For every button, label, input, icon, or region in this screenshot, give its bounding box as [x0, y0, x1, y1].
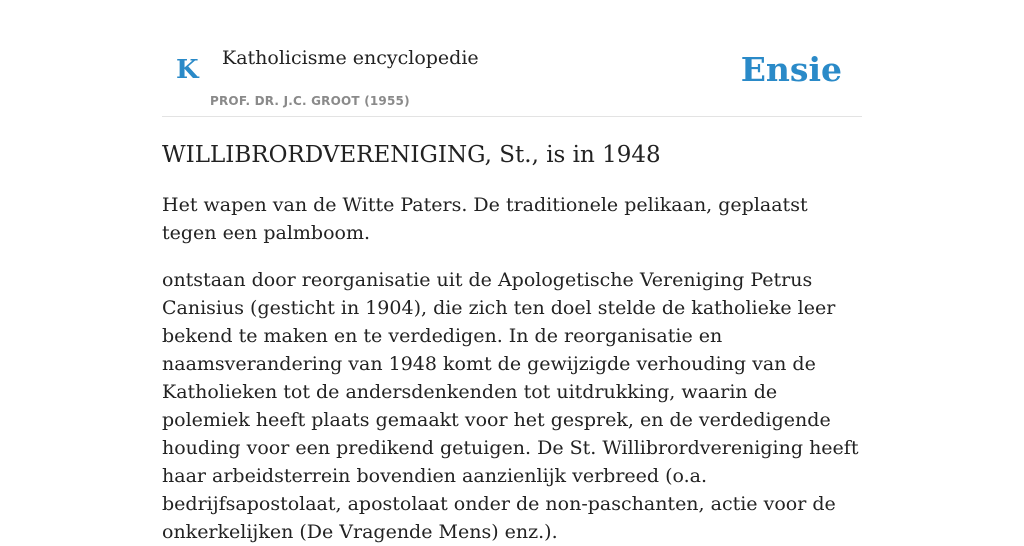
article: [162, 139, 862, 546]
author-credit: PROF. DR. J.C. GROOT (1955): [210, 94, 410, 108]
brand-logo[interactable]: Ensie: [740, 50, 842, 89]
header: [162, 0, 862, 117]
book-title[interactable]: Katholicisme encyclopedie: [222, 47, 479, 69]
entry-title: WILLIBRORDVERENIGING, St., is in 1948: [162, 142, 661, 168]
book-logo[interactable]: K: [176, 55, 199, 85]
article-paragraph: ontstaan door reorganisatie uit de Apologetische Vereniging Petrus Canisius (gesticht in 1904), die zich ten doel stelde de katholieke leer bekend te maken en te verdedigen. In de reorganisatie en naamsverandering van 1948 komt de gewijzigde verhouding van de Katholieken tot de andersdenkenden tot uitdrukking, waarin de polemiek heeft plaats gemaakt voor het gesprek, en de verdedigende houding voor een predikend getuigen. De St. Willibrordvereniging heeft haar arbeidsterrein bovendien aanzienlijk verbreed (o.a. bedrijfsapostolaat, apostolaat onder de non-paschanten, actie voor de onkerkelijken (De Vragende Mens) enz.).: [162, 269, 859, 543]
article-paragraph: Het wapen van de Witte Paters. De traditionele pelikaan, geplaatst tegen een palmboom.: [162, 194, 808, 244]
